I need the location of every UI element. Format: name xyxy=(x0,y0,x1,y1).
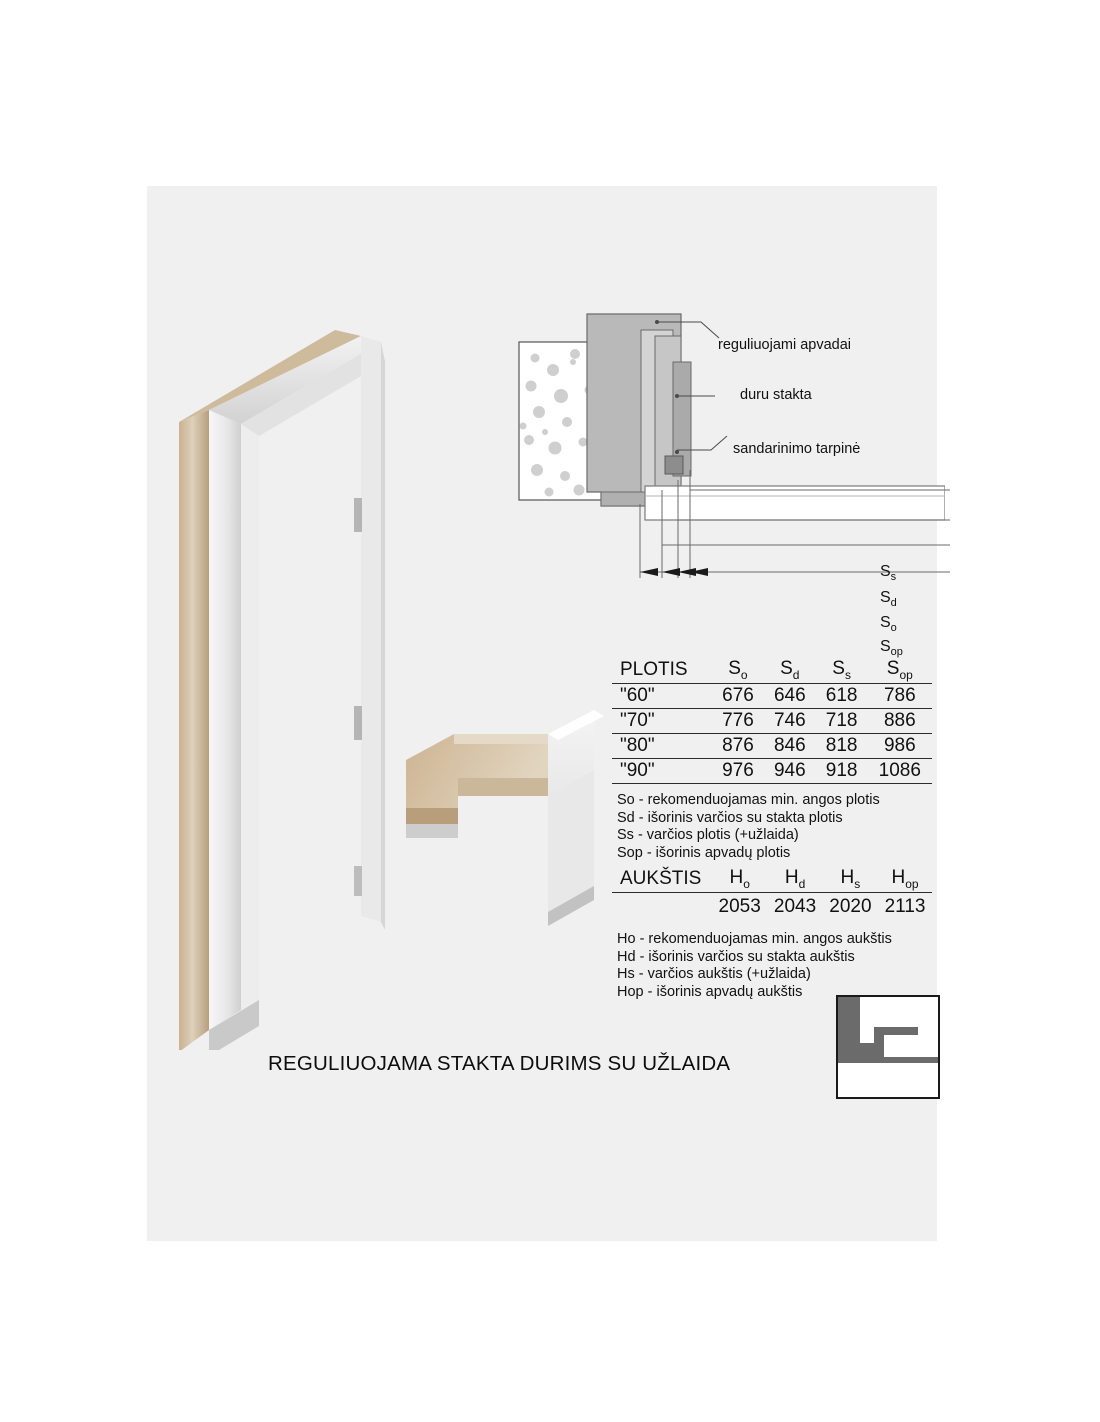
callout-adjustable-trims: reguliuojami apvadai xyxy=(718,337,851,353)
row-label: "80" xyxy=(612,733,712,758)
cell-sd: 746 xyxy=(764,708,816,733)
header-hs: $H_s$ xyxy=(823,866,878,892)
cell-hop: 2113 xyxy=(884,895,926,917)
dim-label-sop: $S_{op}$ xyxy=(880,638,903,659)
row-label-empty xyxy=(612,892,712,919)
row-label: "70" xyxy=(612,708,712,733)
cell-hd: 2043 xyxy=(773,895,817,917)
header-hop: $H_{op}$ xyxy=(878,866,932,892)
frame-profile-photo xyxy=(398,700,628,930)
cell-sd: 946 xyxy=(764,758,816,783)
cell-sop: 886 xyxy=(868,708,932,733)
legend-line: Ss - varčios plotis (+užlaida) xyxy=(617,827,799,843)
legend-line: So - rekomenduojamas min. angos plotis xyxy=(617,792,880,808)
table-header-row xyxy=(612,866,932,892)
cell-ss: 618 xyxy=(816,683,868,708)
header-sd: $S_d$ xyxy=(764,657,816,683)
cell-so: 676 xyxy=(712,683,764,708)
table-row xyxy=(612,733,932,758)
cell-sop: 1086 xyxy=(868,758,932,783)
table-row xyxy=(612,892,932,919)
cell-so: 876 xyxy=(712,733,764,758)
frame-type-icon xyxy=(838,997,938,1097)
cell-so: 776 xyxy=(712,708,764,733)
legend-line: Sd - išorinis varčios su stakta plotis xyxy=(617,809,843,826)
table-row xyxy=(612,683,932,708)
cell-so: 976 xyxy=(712,758,764,783)
cell-ho: 2053 xyxy=(718,895,761,917)
table-header-row xyxy=(612,657,932,683)
dim-label-so: $S_o$ xyxy=(880,614,897,635)
cell-sd: 646 xyxy=(764,683,816,708)
header-so: $S_o$ xyxy=(712,657,764,683)
callout-seal: sandarinimo tarpinė xyxy=(733,441,861,457)
height-table xyxy=(612,866,932,919)
header-sop: $S_{op}$ xyxy=(868,657,932,683)
header-hd: $H_d$ xyxy=(767,866,822,892)
header-plotis: PLOTIS xyxy=(612,657,712,683)
frame-type-icon-box xyxy=(836,995,940,1099)
header-aukstis: AUKŠTIS xyxy=(612,866,712,892)
height-legend xyxy=(617,931,892,1001)
legend-line: Ho - rekomenduojamas min. angos aukštis xyxy=(617,931,892,947)
cell-sd: 846 xyxy=(764,733,816,758)
legend-line: Hd - išorinis varčios su stakta aukštis xyxy=(617,948,855,965)
header-ho: $H_o$ xyxy=(712,866,767,892)
cell-sop: 786 xyxy=(868,683,932,708)
cell-ss: 818 xyxy=(816,733,868,758)
legend-line: Hs - varčios aukštis (+užlaida) xyxy=(617,966,811,982)
cell-ss: 918 xyxy=(816,758,868,783)
callout-door-frame: duru stakta xyxy=(740,387,812,403)
cell-hs: 2020 xyxy=(829,895,872,917)
width-legend xyxy=(617,792,880,862)
table-row xyxy=(612,758,932,783)
row-label: "90" xyxy=(612,758,712,783)
width-table xyxy=(612,657,932,784)
legend-line: Sop - išorinis apvadų plotis xyxy=(617,844,791,861)
table-row xyxy=(612,708,932,733)
page-title: REGULIUOJAMA STAKTA DURIMS SU UŽLAIDA xyxy=(268,1052,731,1075)
row-label: "60" xyxy=(612,683,712,708)
legend-line: Hop - išorinis apvadų aukštis xyxy=(617,983,803,1000)
cell-ss: 718 xyxy=(816,708,868,733)
door-frame-photo xyxy=(175,310,415,1050)
dim-label-sd: $S_d$ xyxy=(880,589,897,610)
dim-label-ss: $S_s$ xyxy=(880,563,897,584)
cell-sop: 986 xyxy=(868,733,932,758)
dimension-lines xyxy=(600,460,950,660)
header-ss: $S_s$ xyxy=(816,657,868,683)
